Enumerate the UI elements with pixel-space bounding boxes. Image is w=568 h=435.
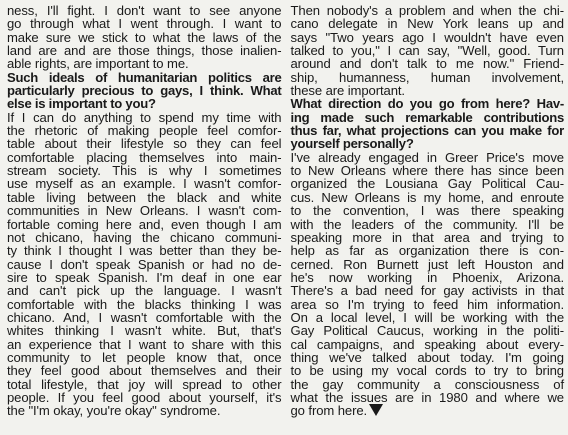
line-text: around and don't talk to me now." Friend- — [290, 56, 564, 72]
line-text: thus far, what projections can you make for — [290, 123, 564, 139]
text-line — [7, 271, 282, 284]
line-text: yourself personally? — [290, 136, 414, 152]
text-line — [7, 57, 282, 70]
text-line — [7, 4, 282, 17]
line-text: go from here. — [290, 403, 368, 419]
line-text: use myself as an example. I wasn't comfor- — [7, 176, 282, 192]
line-text: to the convention, I was there speaking — [290, 203, 564, 219]
line-text: else is important to you? — [7, 96, 156, 112]
text-line — [7, 244, 282, 257]
line-text: he's now working in Phoenix, Arizona. — [290, 269, 564, 285]
line-text: Then nobody's a problem and when the chi- — [290, 3, 564, 18]
line-text: people. If you feel good about yourself, it's — [7, 389, 282, 405]
line-text: I've already engaged in Greer Price's move — [290, 149, 564, 165]
line-text: speaking more in that area and trying to — [290, 229, 564, 245]
right-text-column — [291, 4, 565, 435]
text-line — [7, 124, 282, 137]
line-text: ty think I thought I was better than they be- — [7, 243, 282, 259]
line-text: Such ideals of humanitarian politics are — [7, 69, 282, 85]
line-text: they feel good about themselves and their — [7, 363, 282, 379]
text-line — [291, 351, 565, 364]
line-text: with the leaders of the community. I'll be — [290, 216, 564, 232]
text-line — [291, 191, 565, 204]
interview-question-line — [7, 84, 282, 97]
text-line — [7, 404, 282, 417]
text-line — [291, 391, 565, 404]
end-mark-triangle-icon — [369, 404, 383, 416]
line-text: go through what I went through. I want to — [7, 16, 282, 32]
line-text: land are and are those things, those inalien- — [7, 43, 282, 59]
text-line — [7, 177, 282, 190]
line-text: these are important. — [290, 83, 405, 99]
text-line — [291, 338, 565, 351]
text-line — [291, 57, 565, 70]
line-text: fortable coming here and, even though I am — [7, 216, 282, 232]
line-text: to be using my vocal cords to try to bring — [290, 363, 564, 379]
line-text: an experience that I want to share with this — [7, 336, 282, 352]
text-line — [291, 71, 565, 84]
text-line — [7, 351, 282, 364]
left-text-column — [7, 4, 282, 435]
interview-question-line — [291, 111, 565, 124]
line-text: particularly precious to gays, I think. What — [7, 83, 282, 99]
line-text: table living between the black and white — [7, 189, 282, 205]
text-line — [291, 84, 565, 97]
text-line — [7, 137, 282, 150]
text-line — [7, 17, 282, 30]
line-text: not chicano, having the chicano communi- — [7, 229, 282, 245]
line-text: ness, I'll fight. I don't want to see anyone — [7, 3, 282, 18]
line-text: sire to speak Spanish. I'm deaf in one ear — [7, 269, 282, 285]
text-line — [291, 271, 565, 284]
text-line — [291, 244, 565, 257]
line-text: able rights, are important to me. — [7, 56, 189, 72]
line-text: On a local level, I will be working with the — [290, 309, 564, 325]
text-line — [291, 177, 565, 190]
text-line — [7, 378, 282, 391]
line-text: help as far as organization there is con- — [290, 243, 564, 259]
text-line — [291, 404, 565, 417]
line-text: There's a bad need for gay activists in that — [290, 283, 564, 299]
text-line — [291, 204, 565, 217]
line-text: If I can do anything to spend my time with — [7, 109, 282, 125]
line-text: What direction do you go from here? Hav- — [290, 96, 564, 112]
interview-question-line — [7, 71, 282, 84]
interview-question-line — [291, 137, 565, 150]
text-line — [7, 31, 282, 44]
line-text: cal campaigns, and speaking about every- — [290, 336, 564, 352]
text-line — [291, 324, 565, 337]
text-line — [291, 31, 565, 44]
line-text: ship, humanness, human involvement, — [290, 69, 564, 85]
line-text: the gay community a consciousness of — [290, 376, 564, 392]
text-line — [291, 298, 565, 311]
text-line — [291, 44, 565, 57]
interview-question-line — [291, 124, 565, 137]
text-line — [291, 218, 565, 231]
text-line — [7, 164, 282, 177]
text-line — [7, 298, 282, 311]
line-text: whites thinking I wasn't white. But, that's — [7, 323, 282, 339]
text-line — [291, 17, 565, 30]
line-text: organized the Lousiana Gay Political Cau- — [290, 176, 564, 192]
text-line — [7, 111, 282, 124]
line-text: says "Two years ago I wouldn't have even — [290, 29, 564, 45]
text-line — [291, 151, 565, 164]
line-text: community to let people know that, once — [7, 349, 282, 365]
text-line — [291, 364, 565, 377]
line-text: chicano. And, I wasn't comfortable with the — [7, 309, 282, 325]
line-text: cerned. Ron Burnett just left Houston and — [290, 256, 564, 272]
line-text: the rhetoric of making people feel comfor- — [7, 123, 282, 139]
text-line — [7, 204, 282, 217]
line-text: comfortable with the blacks thinking I was — [7, 296, 282, 312]
interview-question-line — [291, 97, 565, 110]
line-text: what the issues are in 1980 and where we — [290, 389, 564, 405]
text-line — [7, 391, 282, 404]
line-text: communities in New Orleans. I wasn't com- — [7, 203, 282, 219]
text-line — [7, 258, 282, 271]
line-text: and can't pick up the language. I wasn't — [7, 283, 282, 299]
text-line — [291, 231, 565, 244]
line-text: table about their lifestyle so they can feel — [7, 136, 282, 152]
text-line — [7, 364, 282, 377]
text-line — [7, 151, 282, 164]
line-text: area so I'm trying to feed him information. — [290, 296, 564, 312]
text-line — [7, 191, 282, 204]
text-line — [291, 4, 565, 17]
text-line — [7, 311, 282, 324]
text-line — [7, 338, 282, 351]
line-text: Gay Political Caucus, working in the politi- — [290, 323, 564, 339]
line-text: make sure we stick to what the laws of the — [7, 29, 282, 45]
text-line — [291, 164, 565, 177]
text-line — [291, 311, 565, 324]
text-line — [7, 324, 282, 337]
line-text: talked to you," I can say, "Well, good. Turn — [290, 43, 564, 59]
text-line — [291, 284, 565, 297]
interview-question-line — [7, 97, 282, 110]
text-line — [291, 378, 565, 391]
text-line — [7, 44, 282, 57]
text-line — [7, 231, 282, 244]
line-text: stream society. This is why I sometimes — [7, 163, 282, 179]
line-text: comfortable placing themselves into main- — [7, 149, 282, 165]
text-line — [7, 284, 282, 297]
line-text: cus. New Orleans is my home, and enroute — [290, 189, 564, 205]
line-text: the "I'm okay, you're okay" syndrome. — [7, 403, 221, 419]
line-text: cano delegate in New York leans up and — [290, 16, 564, 32]
line-text: total lifestyle, that joy will spread to other — [7, 376, 282, 392]
text-line — [291, 258, 565, 271]
line-text: ing made such remarkable contributions — [290, 109, 564, 125]
line-text: cause I don't speak Spanish or had no de- — [7, 256, 282, 272]
line-text: to New Orleans where there has since been — [290, 163, 564, 179]
text-line — [7, 218, 282, 231]
line-text: thing we've talked about today. I'm going — [290, 349, 564, 365]
